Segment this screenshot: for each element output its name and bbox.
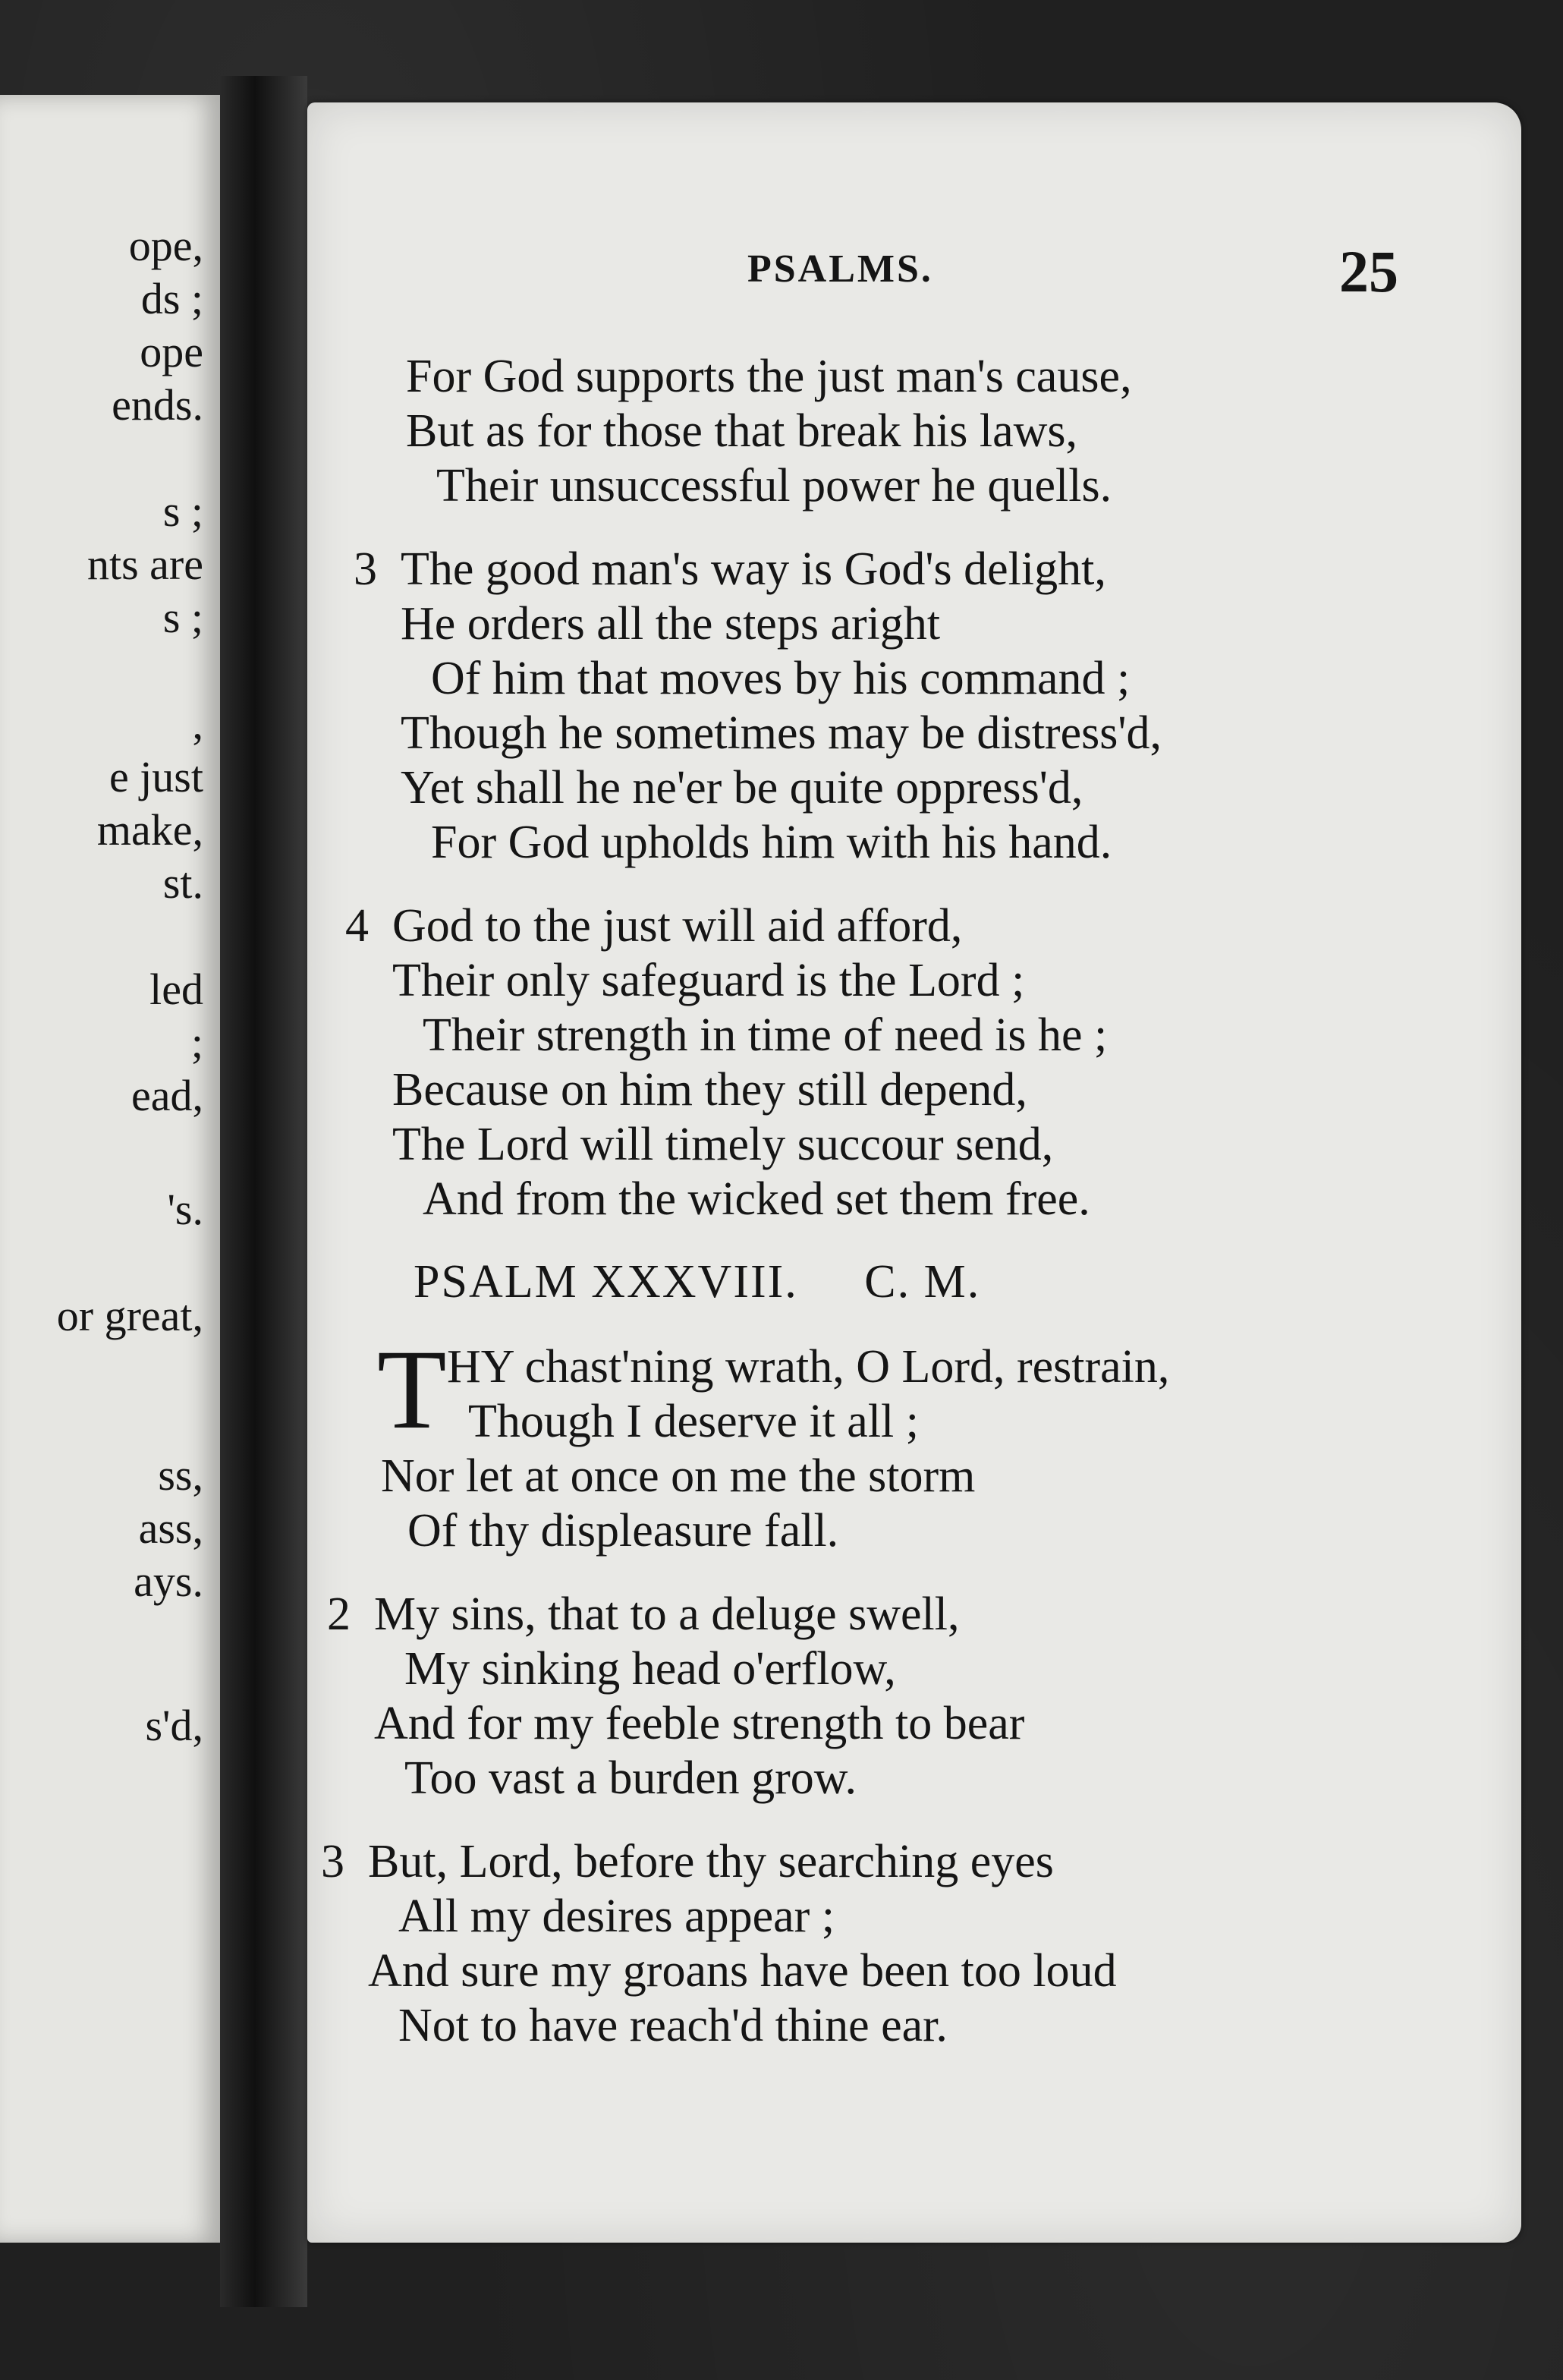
stanza — [345, 899, 1445, 1226]
verse-number: 4 — [345, 900, 369, 952]
left-fragment: ss, — [158, 1450, 203, 1500]
page-number: 25 — [1339, 238, 1398, 304]
left-fragment: s ; — [162, 486, 203, 536]
stanza — [321, 1834, 1445, 2053]
verse-line-text: My sins, that to a deluge swell, — [374, 1588, 960, 1640]
stanza — [406, 349, 1445, 513]
verse-line: Yet shall he ne'er be quite oppress'd, — [401, 762, 1083, 814]
stanza — [377, 1327, 1445, 1558]
left-fragment: ope — [140, 327, 203, 376]
running-title: PSALMS. — [747, 247, 933, 291]
verse-line: For God supports the just man's cause, — [406, 351, 1132, 402]
verse-line: The Lord will timely succour send, — [392, 1119, 1054, 1170]
verse-line: Though I deserve it all ; — [468, 1396, 919, 1447]
verse-line: Their only safeguard is the Lord ; — [392, 955, 1025, 1006]
left-fragment: , — [192, 699, 203, 748]
left-fragment: ends. — [112, 380, 203, 430]
psalm-meter: C. M. — [864, 1256, 981, 1308]
left-fragment: 's. — [167, 1185, 203, 1234]
verse-line-text: HY chast'ning wrath, O Lord, restrain, — [447, 1341, 1170, 1393]
left-fragment: led — [149, 965, 203, 1014]
left-fragment: e just — [108, 752, 203, 801]
left-fragment: nts are — [87, 540, 203, 589]
verse-line: For God upholds him with his hand. — [431, 817, 1112, 868]
verse-line-text: The good man's way is God's delight, — [401, 543, 1106, 595]
verse-line: Nor let at once on me the storm — [381, 1450, 976, 1502]
verse-line: My sinking head o'erflow, — [404, 1643, 896, 1695]
left-fragment: or great, — [56, 1291, 203, 1340]
drop-cap: T — [377, 1327, 447, 1453]
facing-page-fragment — [0, 95, 220, 2243]
verse-line — [321, 1834, 1445, 1889]
verse-line: Of thy displeasure fall. — [407, 1505, 839, 1557]
verse-line: Of him that moves by his command ; — [431, 653, 1131, 704]
stanza — [327, 1587, 1445, 1805]
book-gutter — [220, 76, 307, 2307]
verse-line-text: But, Lord, before thy searching eyes — [368, 1836, 1054, 1887]
left-fragment: s ; — [162, 593, 203, 642]
left-fragment: make, — [96, 805, 203, 855]
verse-line: Their unsuccessful power he quells. — [436, 460, 1112, 512]
left-fragment: ead, — [131, 1071, 203, 1120]
left-fragment: st. — [162, 858, 203, 908]
verse-number: 3 — [321, 1836, 344, 1887]
verse-line: But as for those that break his laws, — [406, 405, 1078, 457]
psalm-heading — [414, 1255, 1445, 1309]
verse-line: And sure my groans have been too loud — [368, 1945, 1117, 1997]
verse-line: He orders all the steps aright — [401, 598, 941, 650]
left-fragment: ass, — [138, 1503, 203, 1553]
verse-line: Though he sometimes may be distress'd, — [401, 707, 1162, 759]
verse-line: All my desires appear ; — [398, 1890, 835, 1942]
left-fragment: ds ; — [140, 274, 203, 323]
verse-number: 2 — [327, 1588, 351, 1640]
psalm-title: PSALM XXXVIII. — [414, 1256, 798, 1308]
page-body — [307, 349, 1445, 2082]
verse-line: Because on him they still depend, — [392, 1064, 1027, 1116]
left-fragment: s'd, — [145, 1701, 203, 1750]
verse-line — [354, 542, 1445, 597]
left-fragment: ays. — [134, 1557, 203, 1606]
verse-line: Too vast a burden grow. — [404, 1752, 857, 1804]
verse-line: And for my feeble strength to bear — [374, 1698, 1025, 1749]
verse-line: Not to have reach'd thine ear. — [398, 2000, 948, 2051]
verse-line-text: God to the just will aid afford, — [392, 900, 963, 952]
verse-line: Their strength in time of need is he ; — [423, 1009, 1108, 1061]
verse-number: 3 — [354, 543, 377, 595]
verse-line — [327, 1587, 1445, 1642]
left-fragment: ; — [190, 1018, 203, 1067]
stanza — [354, 542, 1445, 870]
book-page — [307, 102, 1521, 2243]
verse-line — [345, 899, 1445, 953]
left-fragment: ope, — [128, 221, 203, 270]
verse-line: And from the wicked set them free. — [423, 1173, 1090, 1225]
